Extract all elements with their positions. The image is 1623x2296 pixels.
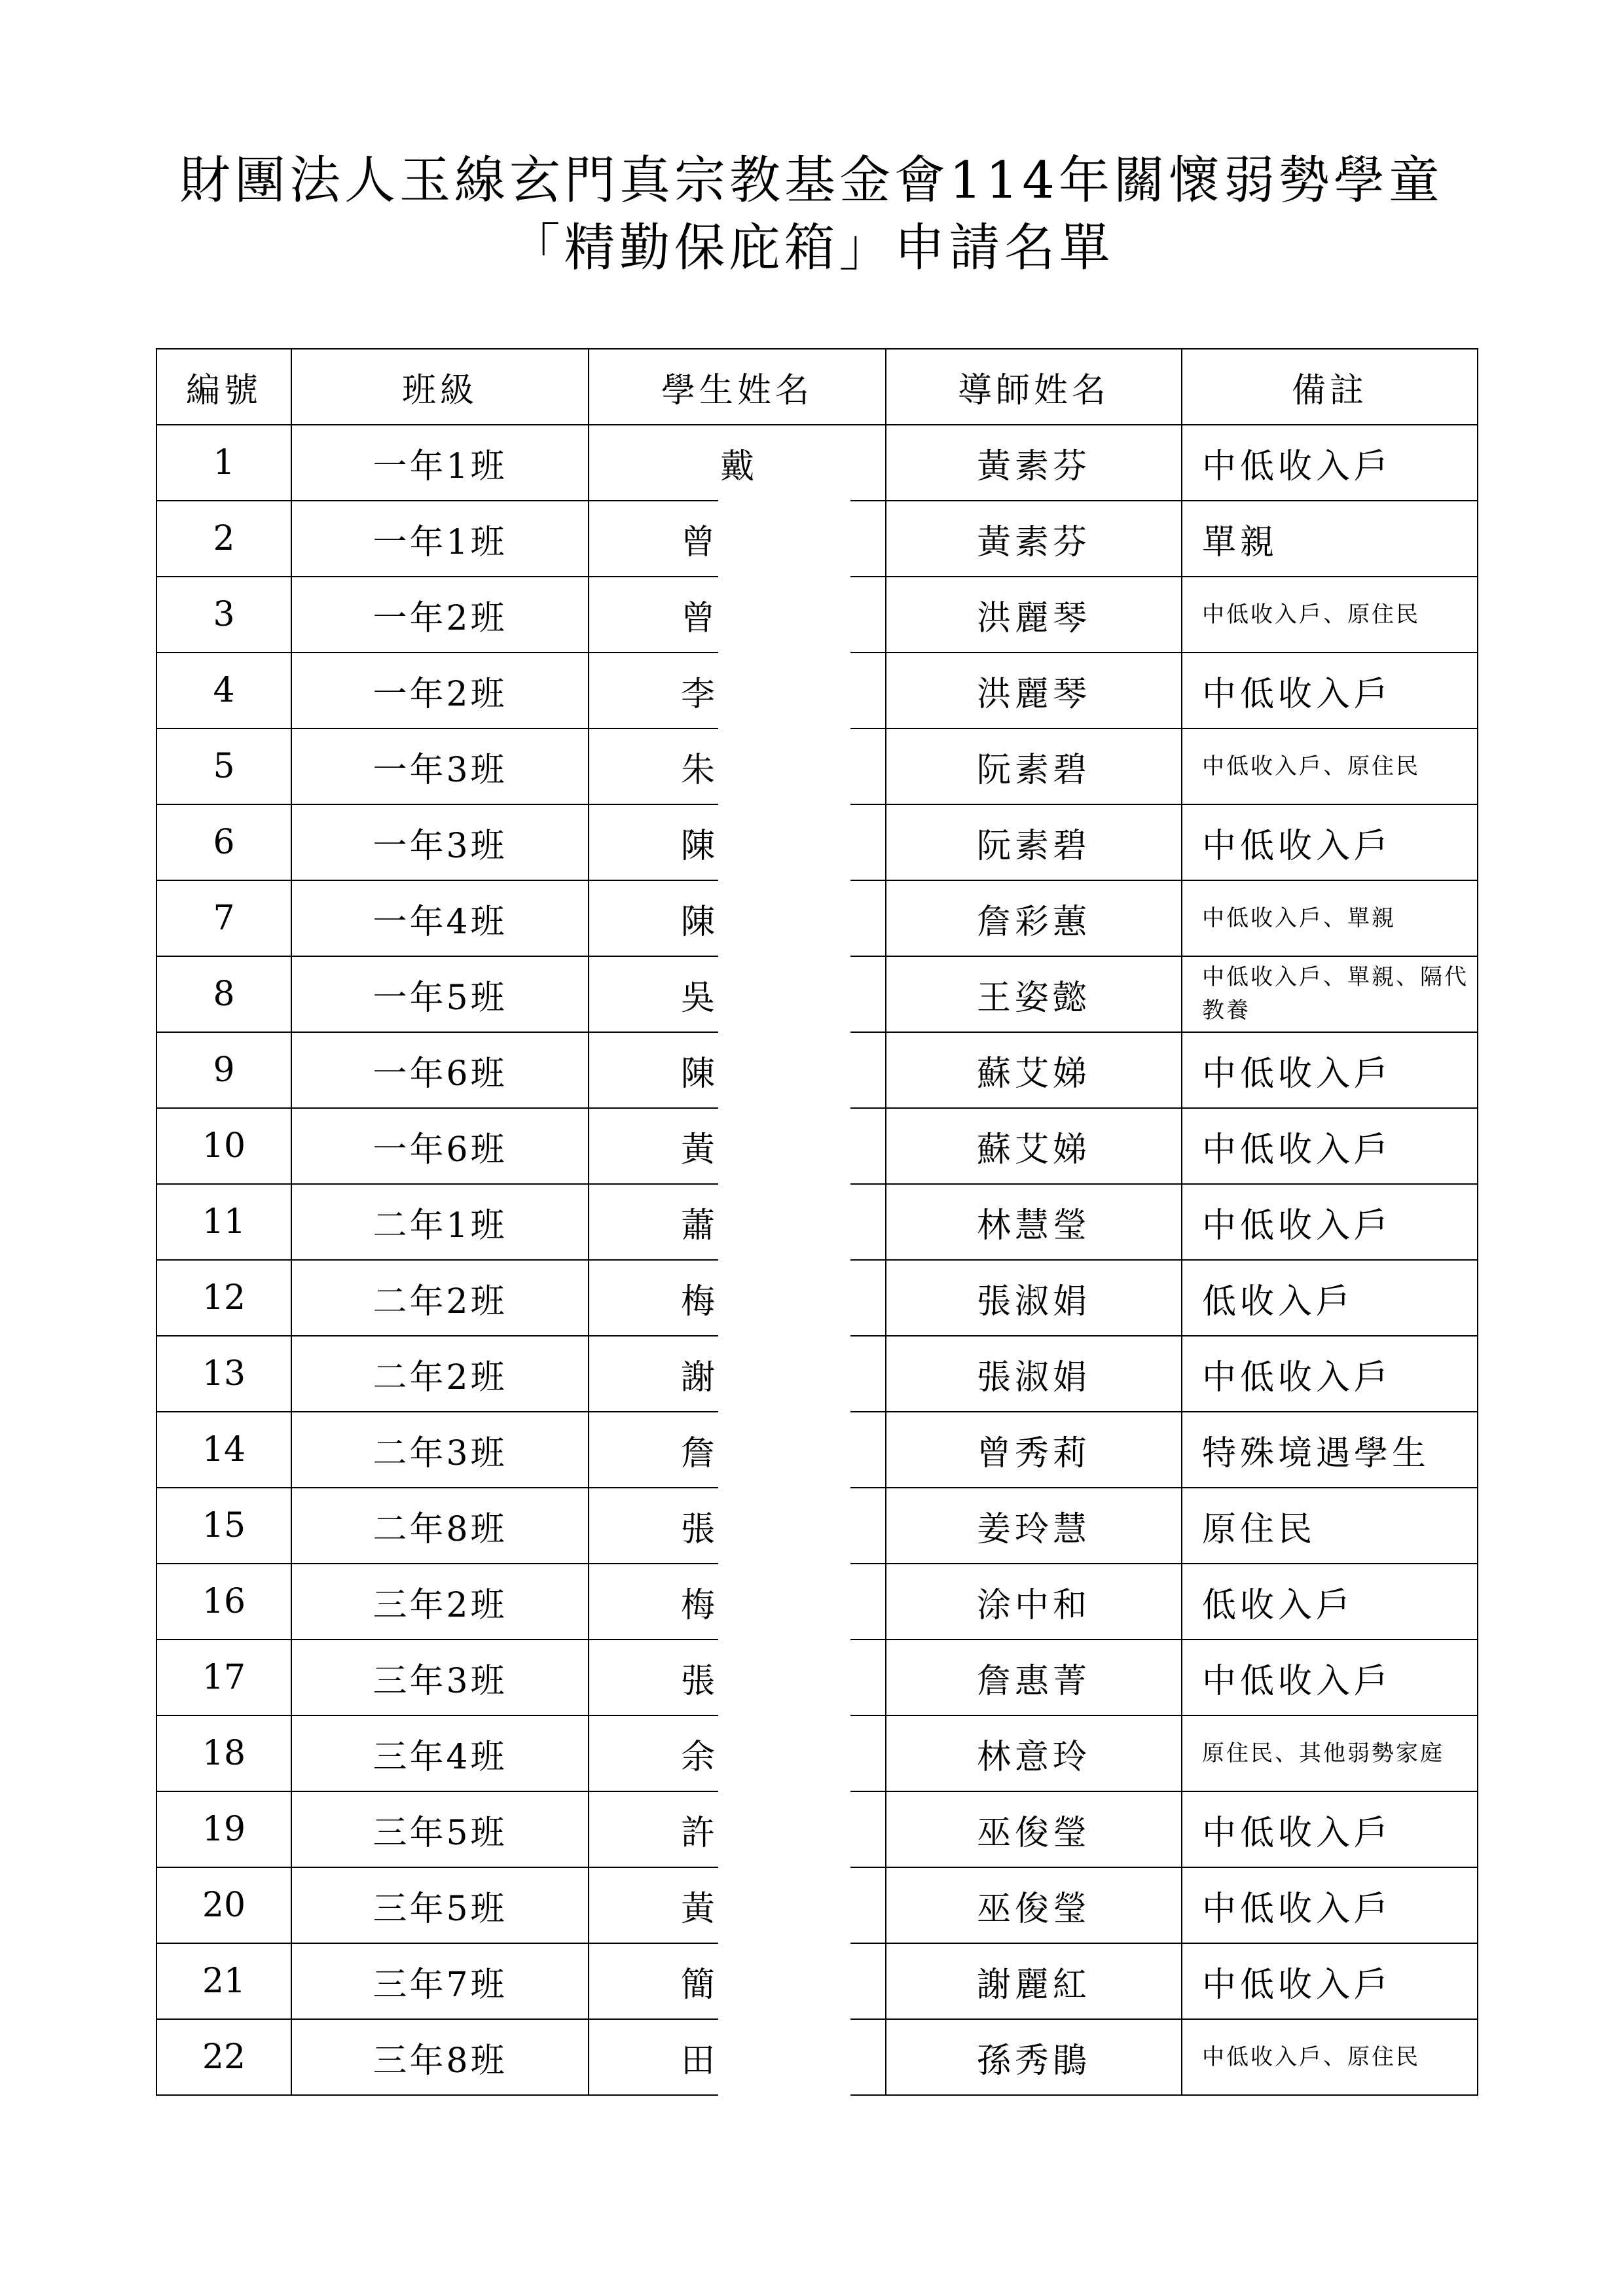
row-student-name: 簡 (589, 1943, 886, 2019)
row-student-name: 梅 (589, 1564, 886, 1640)
document-title (0, 147, 1623, 282)
row-student-name: 黃 (589, 1108, 886, 1184)
row-number: 21 (156, 1943, 291, 2019)
row-number: 3 (156, 577, 291, 653)
row-teacher-name: 蘇艾娣 (886, 1108, 1182, 1184)
table-row (156, 2019, 1478, 2095)
row-number: 19 (156, 1791, 291, 1867)
row-note: 單親 (1182, 501, 1478, 577)
row-class: 二年2班 (291, 1260, 589, 1336)
row-note: 低收入戶 (1182, 1564, 1478, 1640)
row-teacher-name: 洪麗琴 (886, 577, 1182, 653)
row-note: 中低收入戶、單親、隔代教養 (1182, 956, 1478, 1032)
row-student-name: 蕭 (589, 1184, 886, 1260)
row-student-name: 張 (589, 1640, 886, 1715)
row-student-name: 田 (589, 2019, 886, 2095)
row-number: 5 (156, 728, 291, 804)
row-teacher-name: 林意玲 (886, 1715, 1182, 1791)
table-row (156, 1943, 1478, 2019)
row-number: 22 (156, 2019, 291, 2095)
row-class: 二年2班 (291, 1336, 589, 1412)
row-class: 三年3班 (291, 1640, 589, 1715)
table-row (156, 1184, 1478, 1260)
row-teacher-name: 謝麗紅 (886, 1943, 1182, 2019)
row-student-name: 朱 (589, 728, 886, 804)
row-note: 中低收入戶 (1182, 804, 1478, 880)
row-student-name: 梅 (589, 1260, 886, 1336)
row-teacher-name: 孫秀鵑 (886, 2019, 1182, 2095)
row-class: 三年2班 (291, 1564, 589, 1640)
row-number: 7 (156, 880, 291, 956)
table-row (156, 1412, 1478, 1488)
row-student-name: 陳 (589, 1032, 886, 1108)
table-row (156, 653, 1478, 728)
row-student-name: 陳 (589, 804, 886, 880)
header-class: 班級 (291, 349, 589, 425)
row-note: 中低收入戶、原住民 (1182, 577, 1478, 653)
header-no: 編號 (156, 349, 291, 425)
row-note: 中低收入戶、原住民 (1182, 2019, 1478, 2095)
table-row (156, 728, 1478, 804)
title-line-1: 財團法人玉線玄門真宗教基金會114年關懷弱勢學童 (179, 151, 1444, 210)
title-line-2: 「精勤保庇箱」申請名單 (509, 218, 1114, 278)
table-row (156, 1336, 1478, 1412)
table-row (156, 956, 1478, 1032)
row-note: 中低收入戶 (1182, 1943, 1478, 2019)
row-class: 三年5班 (291, 1791, 589, 1867)
row-class: 一年1班 (291, 425, 589, 501)
header-student: 學生姓名 (589, 349, 886, 425)
row-note: 中低收入戶 (1182, 425, 1478, 501)
row-number: 20 (156, 1867, 291, 1943)
row-note: 中低收入戶 (1182, 1336, 1478, 1412)
row-student-name: 詹 (589, 1412, 886, 1488)
row-note: 中低收入戶 (1182, 1032, 1478, 1108)
row-student-name: 黃 (589, 1867, 886, 1943)
row-class: 三年5班 (291, 1867, 589, 1943)
row-class: 二年3班 (291, 1412, 589, 1488)
row-student-name: 余 (589, 1715, 886, 1791)
table-row (156, 577, 1478, 653)
row-class: 一年1班 (291, 501, 589, 577)
row-teacher-name: 巫俊瑩 (886, 1867, 1182, 1943)
header-teacher: 導師姓名 (886, 349, 1182, 425)
table-row (156, 1108, 1478, 1184)
table-row (156, 804, 1478, 880)
row-class: 一年2班 (291, 653, 589, 728)
row-note: 中低收入戶 (1182, 1640, 1478, 1715)
table-row (156, 1564, 1478, 1640)
row-note: 原住民、其他弱勢家庭 (1182, 1715, 1478, 1791)
row-student-name: 吳 (589, 956, 886, 1032)
row-teacher-name: 曾秀莉 (886, 1412, 1182, 1488)
row-note: 中低收入戶、單親 (1182, 880, 1478, 956)
row-teacher-name: 涂中和 (886, 1564, 1182, 1640)
table-body (156, 425, 1478, 2095)
table-row (156, 1640, 1478, 1715)
row-teacher-name: 洪麗琴 (886, 653, 1182, 728)
row-note: 中低收入戶 (1182, 653, 1478, 728)
table-row (156, 1791, 1478, 1867)
row-teacher-name: 張淑娟 (886, 1260, 1182, 1336)
row-teacher-name: 林慧瑩 (886, 1184, 1182, 1260)
row-number: 8 (156, 956, 291, 1032)
row-number: 12 (156, 1260, 291, 1336)
row-class: 二年1班 (291, 1184, 589, 1260)
row-number: 1 (156, 425, 291, 501)
row-class: 一年3班 (291, 804, 589, 880)
row-number: 2 (156, 501, 291, 577)
row-class: 一年6班 (291, 1032, 589, 1108)
row-class: 三年4班 (291, 1715, 589, 1791)
row-note: 中低收入戶 (1182, 1791, 1478, 1867)
row-class: 一年3班 (291, 728, 589, 804)
row-number: 11 (156, 1184, 291, 1260)
table-row (156, 1032, 1478, 1108)
row-student-name: 陳 (589, 880, 886, 956)
row-teacher-name: 詹彩蕙 (886, 880, 1182, 956)
row-student-name: 謝 (589, 1336, 886, 1412)
row-class: 三年8班 (291, 2019, 589, 2095)
row-teacher-name: 蘇艾娣 (886, 1032, 1182, 1108)
row-student-name: 曾 (589, 577, 886, 653)
table-row (156, 1867, 1478, 1943)
applicant-table (156, 348, 1478, 2096)
row-note: 中低收入戶 (1182, 1184, 1478, 1260)
row-teacher-name: 黃素芬 (886, 501, 1182, 577)
row-teacher-name: 巫俊瑩 (886, 1791, 1182, 1867)
row-student-name: 許 (589, 1791, 886, 1867)
header-note: 備註 (1182, 349, 1478, 425)
table-row (156, 1715, 1478, 1791)
row-note: 原住民 (1182, 1488, 1478, 1564)
row-class: 一年5班 (291, 956, 589, 1032)
table-row (156, 1260, 1478, 1336)
table-header-row (156, 349, 1478, 425)
row-teacher-name: 王姿懿 (886, 956, 1182, 1032)
row-student-name: 戴 (589, 425, 886, 501)
row-number: 17 (156, 1640, 291, 1715)
row-class: 一年6班 (291, 1108, 589, 1184)
row-student-name: 李 (589, 653, 886, 728)
row-note: 中低收入戶、原住民 (1182, 728, 1478, 804)
row-teacher-name: 黃素芬 (886, 425, 1182, 501)
table-row (156, 501, 1478, 577)
row-class: 一年4班 (291, 880, 589, 956)
row-student-name: 張 (589, 1488, 886, 1564)
row-teacher-name: 阮素碧 (886, 728, 1182, 804)
row-teacher-name: 姜玲慧 (886, 1488, 1182, 1564)
row-note: 中低收入戶 (1182, 1867, 1478, 1943)
row-number: 10 (156, 1108, 291, 1184)
row-number: 13 (156, 1336, 291, 1412)
row-class: 三年7班 (291, 1943, 589, 2019)
row-number: 15 (156, 1488, 291, 1564)
row-number: 9 (156, 1032, 291, 1108)
row-number: 14 (156, 1412, 291, 1488)
row-teacher-name: 阮素碧 (886, 804, 1182, 880)
table-row (156, 425, 1478, 501)
table-row (156, 880, 1478, 956)
row-teacher-name: 張淑娟 (886, 1336, 1182, 1412)
row-note: 中低收入戶 (1182, 1108, 1478, 1184)
row-note: 特殊境遇學生 (1182, 1412, 1478, 1488)
row-teacher-name: 詹惠菁 (886, 1640, 1182, 1715)
row-class: 一年2班 (291, 577, 589, 653)
row-number: 6 (156, 804, 291, 880)
table-row (156, 1488, 1478, 1564)
row-number: 4 (156, 653, 291, 728)
row-number: 16 (156, 1564, 291, 1640)
row-class: 二年8班 (291, 1488, 589, 1564)
row-student-name: 曾 (589, 501, 886, 577)
row-note: 低收入戶 (1182, 1260, 1478, 1336)
row-number: 18 (156, 1715, 291, 1791)
